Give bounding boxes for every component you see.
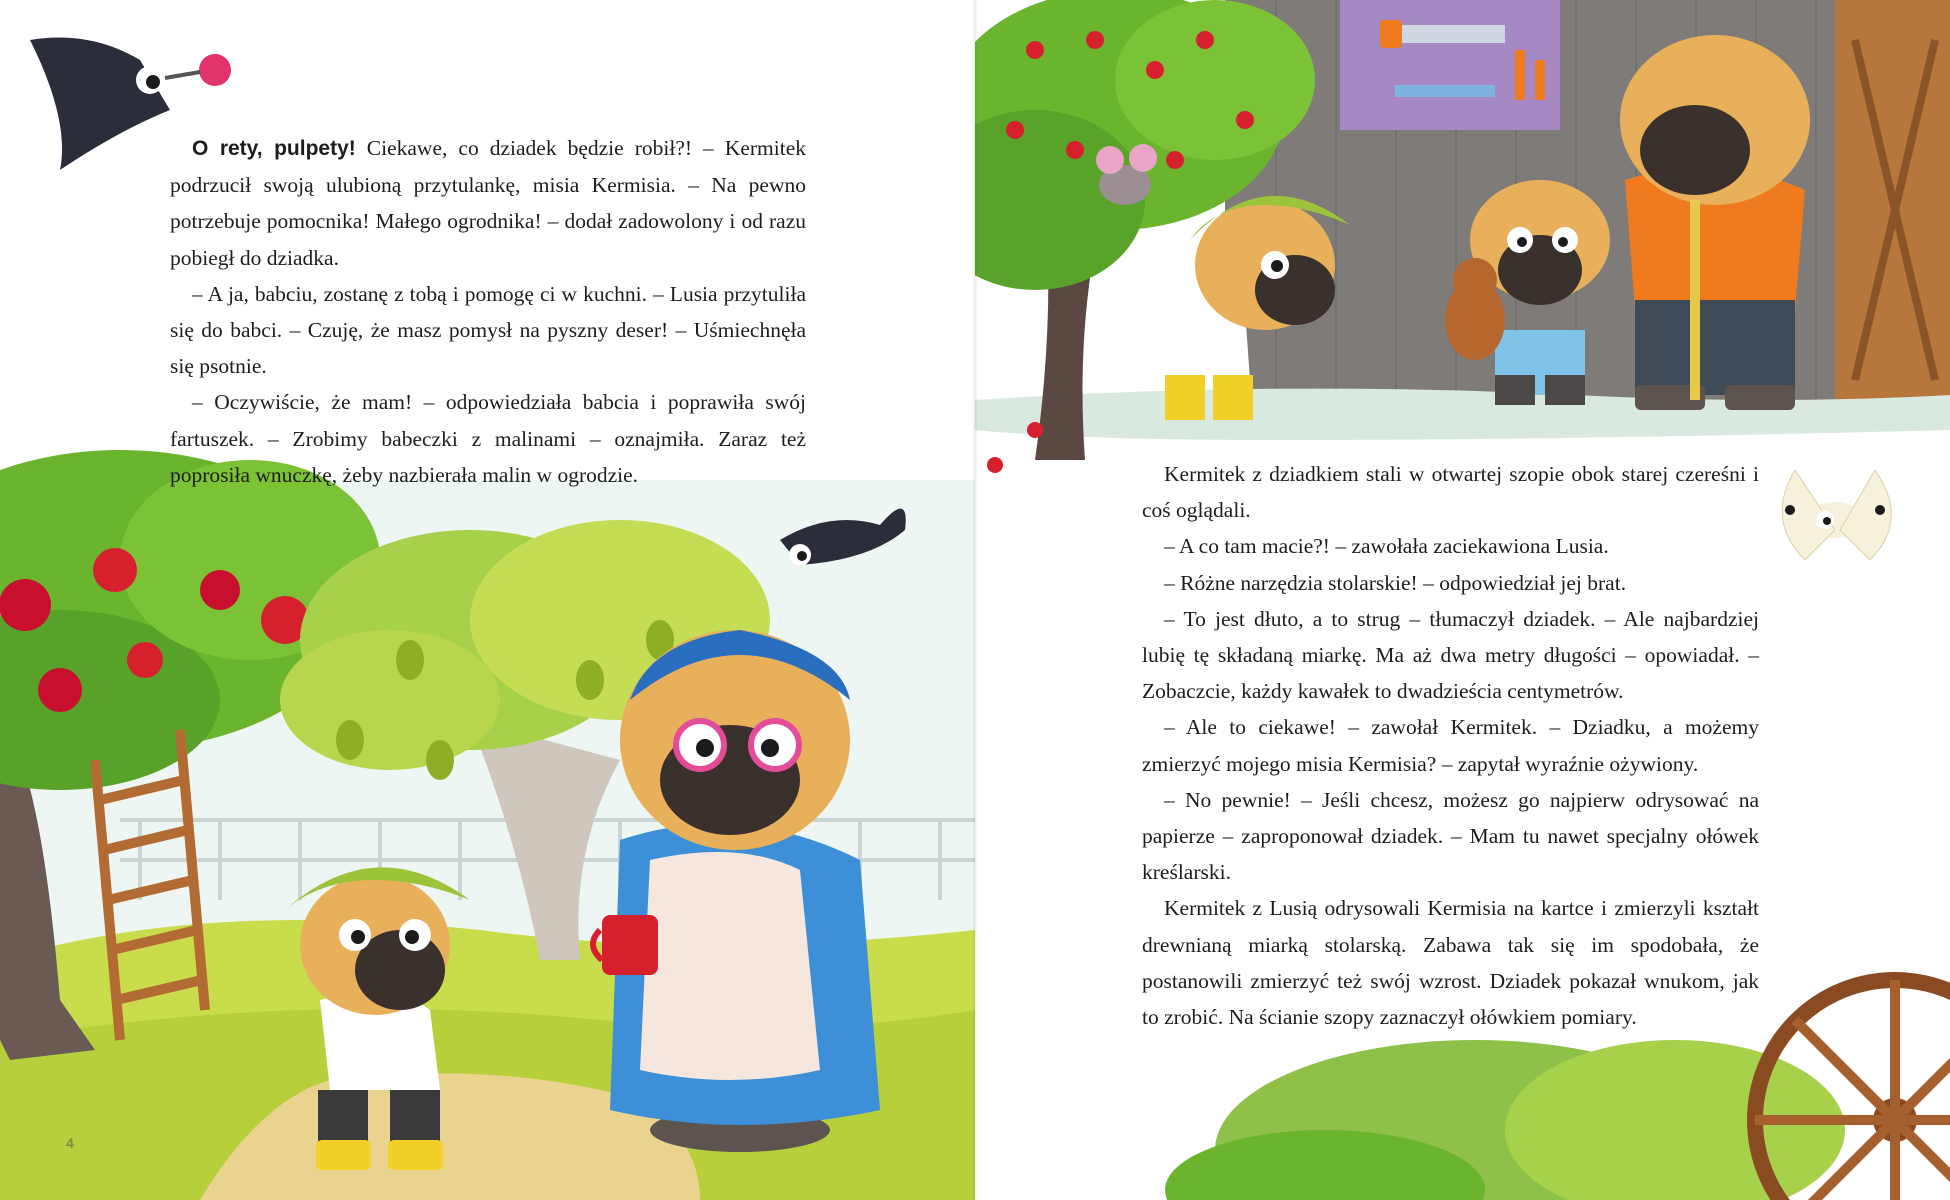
page-number: 4 xyxy=(66,1135,74,1151)
right-paragraph-6: – No pewnie! – Jeśli chcesz, możesz go najpierw odrysować na papierze – zaproponował dziadek. – Mam tu nawet specjalny ołówek kreślarski. xyxy=(1142,787,1759,885)
right-paragraph-1: Kermitek z dziadkiem stali w otwartej szopie obok starej czereśni i coś oglądali. xyxy=(1142,462,1759,523)
paragraph-text: Ciekawe, co dziadek będzie robił?! – Kermitek podrzucił swoją ulubioną przytulankę, misia Kermisia. – Na pewno potrzebuje pomocnika! Małego ogrodnika! – dodał zadowolony i od razu pobiegł do dziadka. xyxy=(170,136,807,270)
right-paragraph-5: – Ale to ciekawe! – zawołał Kermitek. – Dziadku, a możemy zmierzyć mojego misia Kermisia? – zapytał wyraźnie ożywiony. xyxy=(1142,715,1759,776)
right-page xyxy=(975,0,1950,1200)
left-paragraph-1 xyxy=(170,130,806,276)
right-paragraph-4: – To jest dłuto, a to strug – tłumaczył dziadek. – Ale najbardziej lubię tę składaną miarkę. Ma aż dwa metry długości – opowiadał. – Zobaczcie, każdy kawałek to dwadzieścia centymetrów. xyxy=(1142,606,1759,704)
book-gutter xyxy=(972,0,978,1200)
red-mug-icon xyxy=(593,915,658,975)
right-paragraph-2: – A co tam macie?! – zawołała zaciekawiona Lusia. xyxy=(1164,534,1609,559)
right-story-text xyxy=(1142,456,1759,1035)
left-paragraph-2: – A ja, babciu, zostanę z tobą i pomogę ci w kuchni. – Lusia przytuliła się do babci. – Czuję, że masz pomysł na pyszny deser! – Uśmiechnęła się psotnie. xyxy=(170,281,806,379)
tool-board-icon xyxy=(1340,0,1560,130)
grandma-pug-icon xyxy=(610,630,880,1152)
exclamation: O rety, pulpety! xyxy=(192,137,356,160)
right-paragraph-7: Kermitek z Lusią odrysowali Kermisia na kartce i zmierzyli kształt drewnianą miarką stolarską. Zabawa tak się im spodobała, że postanowili zmierzyć też swój wzrost. Dziadek pokazał wnukom, jak to zrobić. Na ścianie szopy zaznaczył ołówkiem pomiary. xyxy=(1142,896,1759,1030)
left-story-text xyxy=(170,130,806,493)
right-paragraph-3: – Różne narzędzia stolarskie! – odpowiedział jej brat. xyxy=(1164,570,1627,595)
left-paragraph-3: – Oczywiście, że mam! – odpowiedziała babcia i poprawiła swój fartuszek. – Zrobimy babeczki z malinami – oznajmiła. Zaraz też poprosiła wnuczkę, żeby nazbierała malin w ogrodzie. xyxy=(170,390,806,487)
grandpa-pug-icon xyxy=(1620,35,1810,410)
